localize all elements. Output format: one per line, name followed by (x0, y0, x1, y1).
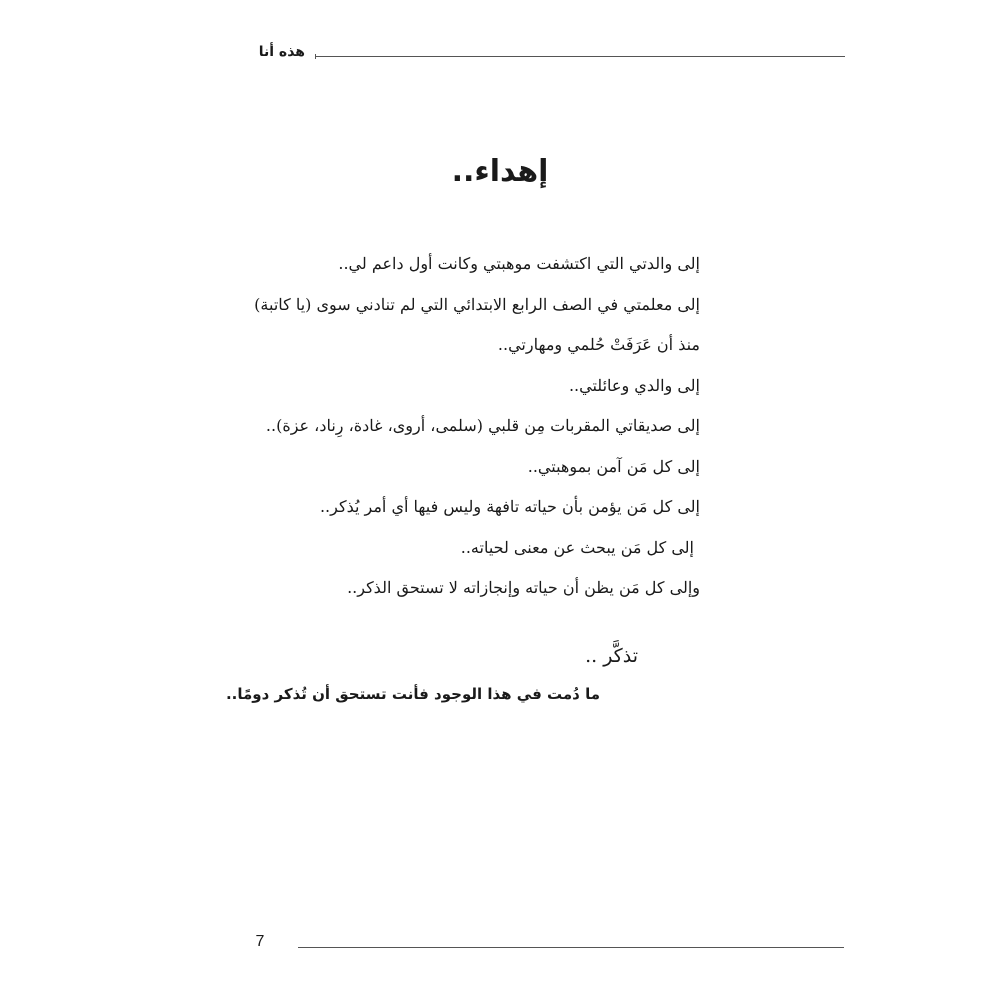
page-title: إهداء.. (451, 154, 549, 189)
dedication-line: إلى معلمتي في الصف الرابع الابتدائي التي لم تنادني سوى (يا كاتبة) (254, 294, 700, 314)
dedication-line: إلى والدتي التي اكتشفت موهبتي وكانت أول داعم لي.. (338, 254, 700, 273)
dedication-line: إلى كل مَن يؤمن بأن حياته تافهة وليس فيها أي أمر يُذكر.. (319, 497, 700, 516)
dedication-line: إلى والدي وعائلتي.. (568, 375, 700, 395)
dedication-line: إلى كل مَن آمن بموهبتي.. (527, 456, 700, 476)
page-number: 7 (255, 933, 265, 950)
remember-sentence: ما دُمت في هذا الوجود فأنت تستحق أن تُذكر دومًا.. (225, 685, 600, 703)
running-header (255, 40, 845, 70)
dedication-line: وإلى كل مَن يظن أن حياته وإنجازاته لا تستحق الذكر.. (347, 578, 700, 597)
dedication-line: منذ أن عَرَفَتْ حُلمي ومهارتي.. (497, 335, 700, 354)
running-title: هذه أنا (258, 44, 305, 60)
remember-label: تذكَّر .. (585, 645, 638, 667)
footer-rule (298, 947, 844, 948)
dedication-line: إلى صديقاتي المقربات مِن قلبي (سلمى، أروى، غادة، رِناد، عزة).. (265, 416, 700, 435)
dedication-line: إلى كل مَن يبحث عن معنى لحياته.. (460, 537, 694, 557)
dedication-list (245, 244, 700, 609)
header-rule (315, 56, 845, 57)
